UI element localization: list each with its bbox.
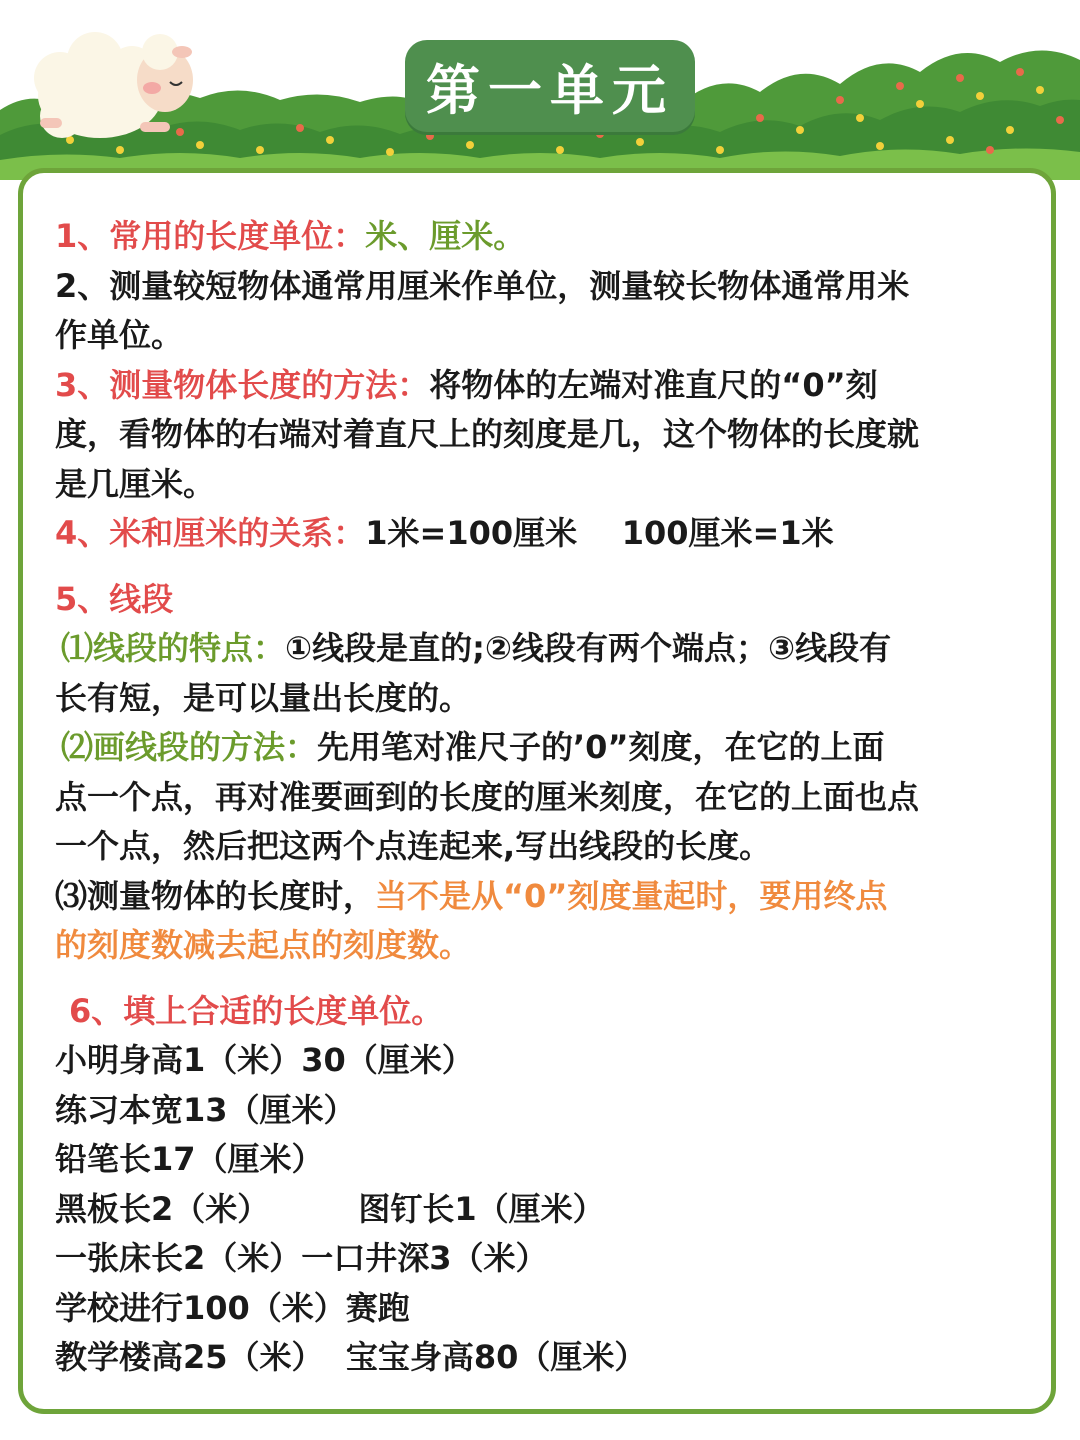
section-3-heading: 3、测量物体长度的方法： — [55, 365, 430, 404]
section-4-heading: 4、米和厘米的关系： — [55, 514, 366, 552]
section-6-item: 小明身高1（米）30（厘米） — [55, 1041, 474, 1079]
section-5-p2-text: 先用笔对准尺子的’0”刻度，在它的上面 — [317, 728, 885, 766]
section-3-line-2: 度，看物体的右端对着直尺上的刻度是几，这个物体的长度就 — [55, 415, 920, 453]
section-5-p1-line-1 — [55, 624, 1045, 674]
section-6-item: 一张床长2（米）一口井深3（米） — [55, 1239, 548, 1277]
section-5-p2-line-3: 一个点，然后把这两个点连起来,写出线段的长度。 — [55, 827, 772, 865]
section-2-line-2: 作单位。 — [55, 316, 184, 354]
section-5-p1-heading: ⑴线段的特点： — [61, 629, 286, 667]
section-5-p3-highlight: 当不是从“0”刻度量起时，要用终点 — [375, 876, 888, 915]
section-5-p1-text: ①线段是直的;②线段有两个端点；③线段有 — [285, 629, 892, 667]
section-5-p3-lead: ⑶测量物体的长度时， — [55, 876, 376, 915]
page-title: 第一单元 — [405, 40, 695, 132]
section-3-line-1 — [55, 361, 1045, 411]
section-6-item: 学校进行100（米）赛跑 — [55, 1288, 410, 1327]
section-5-p2-line-2: 点一个点，再对准要画到的长度的厘米刻度，在它的上面也点 — [55, 777, 920, 816]
section-1-heading: 1、常用的长度单位： — [55, 217, 366, 255]
section-6-item: 铅笔长17（厘米） — [55, 1140, 324, 1178]
section-6-item: 练习本宽13（厘米） — [55, 1090, 356, 1129]
section-3-text: 将物体的左端对准直尺的“0”刻 — [429, 365, 878, 404]
section-3-line-3: 是几厘米。 — [55, 464, 216, 503]
section-5-p2-line-1 — [55, 723, 1045, 773]
section-6-item: 教学楼高25（米） 宝宝身高80（厘米） — [55, 1338, 647, 1376]
section-4-value: 1米=100厘米 100厘米=1米 — [365, 514, 834, 552]
section-6-heading: 6、填上合适的长度单位。 — [69, 991, 444, 1030]
section-1 — [55, 212, 1045, 262]
section-1-value: 米、厘米。 — [365, 217, 526, 255]
section-5-p2-heading: ⑵画线段的方法： — [61, 728, 318, 766]
sheep-illustration — [20, 18, 210, 148]
notes-content — [55, 212, 1045, 1383]
section-5-p1-line-2: 长有短，是可以量出长度的。 — [55, 678, 472, 717]
section-5-heading: 5、线段 — [55, 579, 174, 618]
section-4 — [55, 509, 1045, 559]
section-6-item: 黑板长2（米） 图钉长1（厘米） — [55, 1189, 605, 1228]
section-2-line-1: 2、测量较短物体通常用厘米作单位，测量较长物体通常用米 — [55, 266, 910, 305]
section-5-p3-line-1 — [55, 872, 1045, 922]
section-5-p3-line-2: 的刻度数减去起点的刻度数。 — [55, 926, 472, 964]
